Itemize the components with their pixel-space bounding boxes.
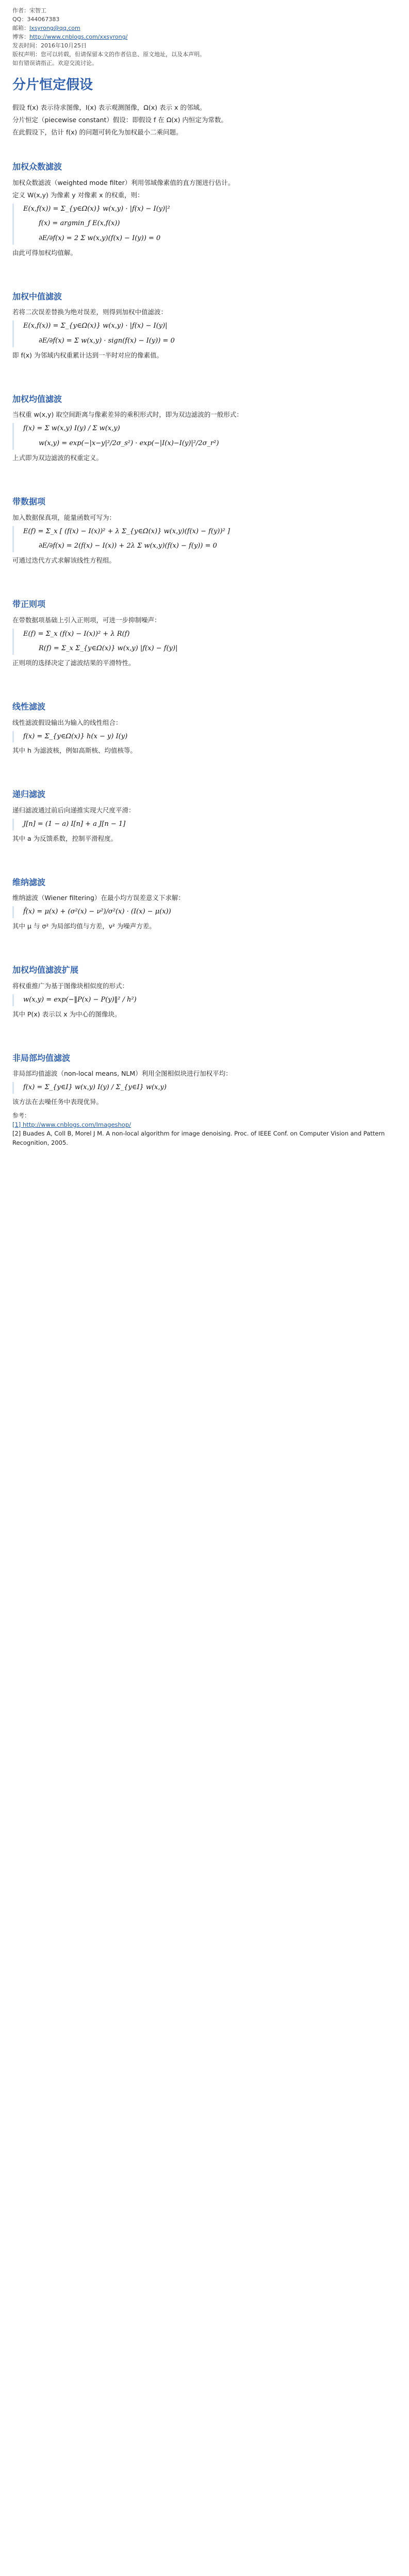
section-heading: 加权均值滤波扩展 (12, 965, 79, 975)
author-label: 作者： (12, 7, 29, 14)
section-tail: 可通过迭代方式求解该线性方程组。 (12, 556, 116, 565)
formula-block (12, 629, 397, 655)
section-heading: 递归滤波 (12, 789, 46, 800)
section-paragraph: 加权众数滤波（weighted mode filter）利用邻域像素值的直方图进行估计。 (12, 178, 235, 187)
intro-paragraph: 假设 f(x) 表示待求图像，I(x) 表示观测图像，Ω(x) 表示 x 的邻域。 (12, 103, 206, 111)
section-tail: 其中 h 为滤波核，例如高斯核、均值核等。 (12, 747, 137, 755)
section-paragraph: 若将二次误差替换为绝对误差，则得到加权中值滤波： (12, 308, 168, 316)
section-heading: 带数据项 (12, 496, 46, 506)
section-data-term (12, 495, 397, 566)
article-meta (12, 6, 397, 67)
section-non-local-means (12, 1052, 397, 1107)
formula: ∂E/∂f(x) = 2 Σ w(x,y)(f(x) − I(y)) = 0 (39, 234, 161, 243)
date-label: 发表时间： (12, 42, 41, 49)
section-tail: 其中 P(x) 表示以 x 为中心的图像块。 (12, 1010, 121, 1018)
intro-paragraph: 分片恒定（piecewise constant）假设：即假设 f 在 Ω(x) 内恒定为常数。 (12, 115, 227, 124)
qq-label: QQ： (12, 16, 27, 23)
section-heading: 带正则项 (12, 599, 46, 609)
email-label: 邮箱： (12, 25, 29, 32)
section-paragraph: 在带数据项基础上引入正则项，可进一步抑制噪声： (12, 616, 161, 624)
section-recursive-filter (12, 788, 397, 843)
formula: E(f) = Σ_x (f(x) − I(x))² + λ R(f) (23, 630, 130, 638)
blog-label: 博客： (12, 33, 29, 41)
section-weighted-mean (12, 393, 397, 463)
section-tail: 该方法在去噪任务中表现优异。 (12, 1097, 103, 1106)
formula: E(x,f(x)) = Σ_{y∈Ω(x)} w(x,y) · |f(x) − I(y)| (23, 322, 168, 330)
section-weighted-mean-extension (12, 963, 397, 1019)
section-weighted-mode (12, 160, 397, 258)
section-heading: 线性滤波 (12, 702, 46, 712)
section-paragraph: 线性滤波假设输出为输入的线性组合： (12, 718, 122, 726)
section-paragraph: 将权重推广为基于图像块相似度的形式： (12, 981, 129, 990)
formula-block (12, 906, 397, 918)
formula-block (12, 320, 397, 347)
formula: w(x,y) = exp(−‖P(x) − P(y)‖² / h²) (23, 995, 137, 1004)
qq-number: 344067383 (27, 16, 60, 23)
formula: ∂E/∂f(x) = Σ w(x,y) · sign(f(x) − I(y)) = 0 (39, 337, 175, 345)
formula-block (12, 731, 397, 743)
formula: ∂E/∂f(x) = 2(f(x) − I(x)) + 2λ Σ w(x,y)(f(x) − f(y)) = 0 (39, 542, 217, 550)
feedback-invite: 如有错误请指正。欢迎交流讨论。 (12, 60, 97, 67)
reference-link[interactable]: [1] http://www.cnblogs.com/Imageshop/ (12, 1121, 132, 1128)
section-linear-filter (12, 700, 397, 756)
section-paragraph: 加入数据保真项，能量函数可写为： (12, 513, 116, 521)
formula-block (12, 204, 397, 245)
section-tail: 正则项的选择决定了滤波结果的平滑特性。 (12, 659, 135, 667)
section-tail: 其中 μ 与 σ² 为局部均值与方差，ν² 为噪声方差。 (12, 922, 156, 930)
section-heading: 加权中值滤波 (12, 291, 62, 301)
copyright-notice: 版权声明：您可以转载，但请保留本文的作者信息、原文地址，以及本声明。 (12, 51, 205, 58)
section-tail: 即 f(x) 为邻域内权重累计达到一半时对应的像素值。 (12, 351, 163, 359)
author-name: 宋智工 (29, 7, 46, 14)
section-heading: 维纳滤波 (12, 877, 46, 887)
formula-block (12, 526, 397, 553)
email-link[interactable]: lxsyrong@qq.com (29, 25, 80, 32)
formula: f(x) = Σ_{y∈Ι} w(x,y) I(y) / Σ_{y∈Ι} w(x,y) (23, 1083, 167, 1092)
formula: E(x,f(x)) = Σ_{y∈Ω(x)} w(x,y) · |f(x) − I(y)|² (23, 205, 170, 213)
formula: J[n] = (1 − a) I[n] + a J[n − 1] (23, 820, 126, 828)
formula-block (12, 1082, 397, 1094)
article-title: 分片恒定假设 (12, 77, 93, 93)
section-tail: 其中 a 为反馈系数，控制平滑程度。 (12, 834, 118, 842)
formula: R(f) = Σ_x Σ_{y∈Ω(x)} w(x,y) |f(x) − f(y)| (39, 645, 178, 653)
section-weighted-median (12, 290, 397, 361)
section-tail: 上式即为双边滤波的权重定义。 (12, 453, 103, 462)
formula-block (12, 994, 397, 1006)
reference-item: [2] Buades A, Coll B, Morel J M. A non-local algorithm for image denoising. Proc. of IEEE Conf. on Computer Vision and Pattern Recognition, 2005. (12, 1130, 385, 1147)
intro-block (12, 103, 397, 138)
section-regularization (12, 598, 397, 668)
section-tail: 由此可得加权均值解。 (12, 248, 77, 257)
section-paragraph: 当权重 w(x,y) 取空间距离与像素差异的乘积形式时，即为双边滤波的一般形式： (12, 411, 243, 419)
formula: w(x,y) = exp(−|x−y|²/2σ_s²) · exp(−|I(x)−I(y)|²/2σ_r²) (39, 439, 219, 448)
formula: E(f) = Σ_x [ (f(x) − I(x))² + λ Σ_{y∈Ω(x)} w(x,y)(f(x) − f(y))² ] (23, 527, 230, 535)
formula: f(x) = Σ w(x,y) I(y) / Σ w(x,y) (23, 425, 120, 433)
section-paragraph: 维纳滤波（Wiener filtering）在最小均方误差意义下求解： (12, 894, 185, 902)
formula: f̂(x) = μ(x) + (σ²(x) − ν²)/σ²(x) · (I(x) − μ(x)) (23, 908, 171, 916)
formula-block (12, 423, 397, 450)
references-label: 参考： (12, 1111, 30, 1119)
section-heading: 加权均值滤波 (12, 394, 62, 404)
formula: f(x) = argmin_f E(x,f(x)) (39, 219, 120, 228)
section-paragraph: 递归滤波通过前后向递推实现大尺度平滑： (12, 806, 135, 815)
section-paragraph: 非局部均值滤波（non-local means, NLM）利用全图相似块进行加权平均： (12, 1070, 232, 1078)
blog-link[interactable]: http://www.cnblogs.com/xxsyrong/ (29, 33, 128, 41)
intro-paragraph: 在此假设下，估计 f(x) 的问题可转化为加权最小二乘问题。 (12, 128, 183, 136)
section-paragraph: 定义 W(x,y) 为像素 y 对像素 x 的权重，则： (12, 191, 144, 199)
formula-block (12, 819, 397, 831)
section-heading: 非局部均值滤波 (12, 1053, 71, 1063)
formula: f(x) = Σ_{y∈Ω(x)} h(x − y) I(y) (23, 732, 128, 740)
section-wiener-filter (12, 876, 397, 931)
publish-date: 2016年10月25日 (41, 42, 87, 49)
reference-item[interactable] (12, 1121, 397, 1130)
references (12, 1111, 397, 1148)
section-heading: 加权众数滤波 (12, 161, 62, 172)
